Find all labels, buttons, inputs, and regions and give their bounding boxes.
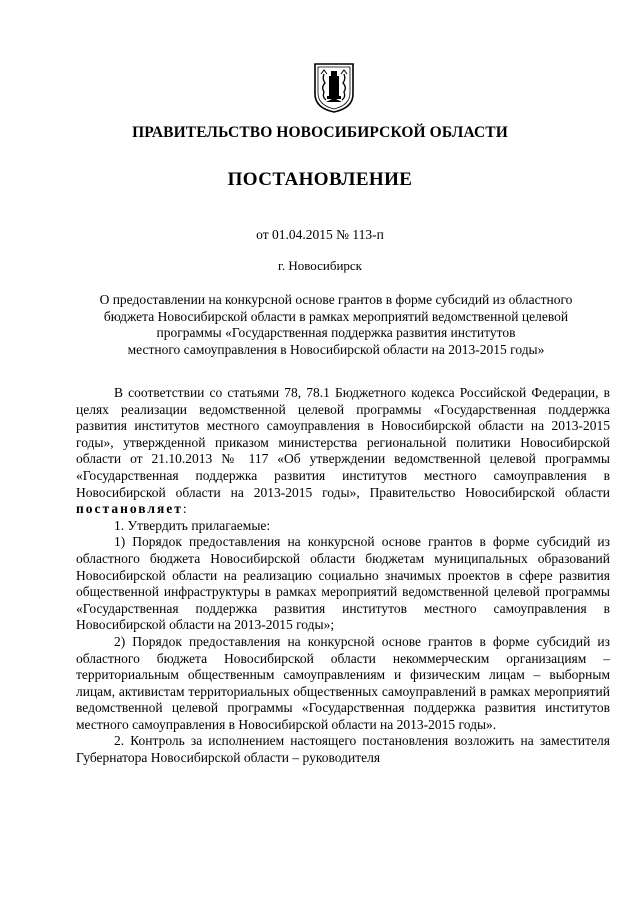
decree-colon: : <box>182 501 187 517</box>
item-1: 1. Утвердить прилагаемые: <box>114 517 271 533</box>
title-line: бюджета Новосибирской области в рамках мероприятий ведомственной целевой <box>103 308 569 324</box>
item-2: 2. Контроль за исполнением настоящего постановления возложить на заместителя Губернатора Новосибирской области – руководителя <box>76 733 610 766</box>
preamble-paragraph <box>76 385 610 518</box>
title-line: программы «Государственная поддержка развития институтов <box>156 325 516 341</box>
preamble-text: В соответствии со статьями 78, 78.1 Бюджетного кодекса Российской Федерации, в целях реализации ведомственной целевой программы «Государственная поддержка развития институтов местного самоуправления в Новосибирской области на 2013-2015 годы», утвержденной приказом министерства региональной политики Новосибирской области от 21.10.2013 № 117 «Об утверждении ведомственной целевой программы «Государственная поддержка развития институтов местного самоуправления в Новосибирской области на 2013-2015 годы», Правительство Новосибирской области <box>76 385 610 500</box>
title-line: местного самоуправления в Новосибирской области на 2013-2015 годы» <box>127 341 545 357</box>
item-1-1: 1) Порядок предоставления на конкурсной основе грантов в форме субсидий из областного бюджета Новосибирской области бюджетам муниципальных образований Новосибирской области на реализацию социально значимых проектов в сфере развития общественной инфраструктуры в рамках мероприятий ведомственной целевой программы «Государственная поддержка развития институтов местного самоуправления в Новосибирской области на 2013-2015 годы»; <box>76 534 610 633</box>
title-line: О предоставлении на конкурсной основе грантов в форме субсидий из областного <box>99 292 573 307</box>
document-date-number: от 01.04.2015 № 113-п <box>256 227 384 242</box>
coat-of-arms-icon <box>312 62 356 114</box>
item-1-2: 2) Порядок предоставления на конкурсной основе грантов в форме субсидий из областного бюджета Новосибирской области некоммерческим организациям – территориальным общественным самоуправлениям и физическим лицам – выборным лицам, активистам территориальных общественных самоуправлений в рамках мероприятий ведомственной целевой программы «Государственная поддержка развития институтов местного самоуправления в Новосибирской области на 2013-2015 годы». <box>76 633 610 732</box>
document-title <box>76 292 596 358</box>
decree-word: постановляет <box>76 501 183 517</box>
document-city: г. Новосибирск <box>277 258 362 273</box>
organization-name: ПРАВИТЕЛЬСТВО НОВОСИБИРСКОЙ ОБЛАСТИ <box>132 124 508 141</box>
document-type: ПОСТАНОВЛЕНИЕ <box>227 169 413 190</box>
document-body <box>76 385 610 767</box>
